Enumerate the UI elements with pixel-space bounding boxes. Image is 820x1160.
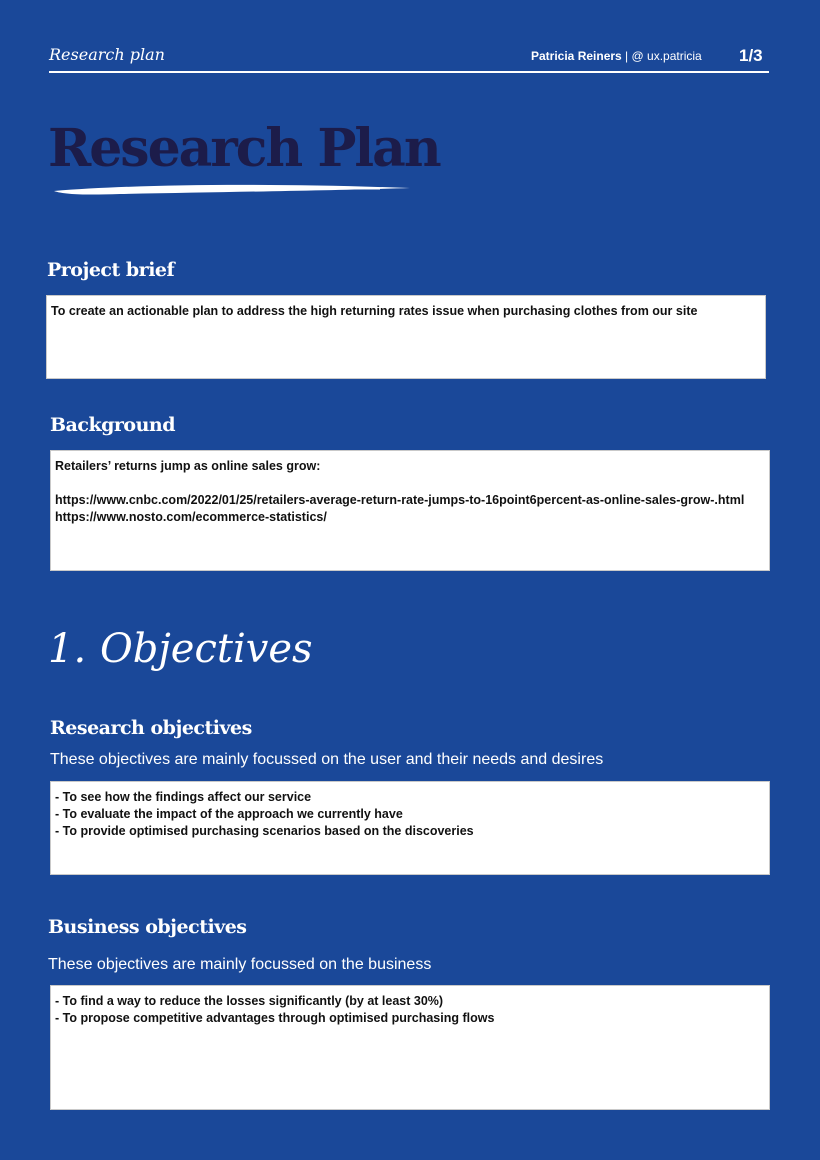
list-item: - To find a way to reduce the losses significantly (by at least 30%): [55, 994, 444, 1008]
project-brief-box: [46, 295, 766, 379]
background-box: [50, 450, 770, 571]
page-indicator: 1/3: [739, 46, 763, 65]
research-objectives-description: These objectives are mainly focussed on the user and their needs and desires: [50, 751, 604, 768]
background-heading: Background: [50, 414, 175, 436]
author-name: Patricia Reiners: [531, 49, 622, 63]
document-label: Research plan: [49, 45, 165, 64]
author-handle: @ ux.patricia: [631, 49, 702, 63]
business-objectives-description: These objectives are mainly focussed on the business: [48, 956, 432, 973]
page-title: Research Plan: [48, 118, 440, 179]
background-intro: Retailers’ returns jump as online sales grow:: [55, 459, 321, 473]
section-title: Objectives: [100, 626, 313, 672]
background-link[interactable]: https://www.cnbc.com/2022/01/25/retailers-average-return-rate-jumps-to-16point6percent-as-online-sales-grow-.html: [55, 493, 745, 507]
author-credit: [531, 49, 702, 63]
research-objectives-box: [50, 781, 770, 875]
list-item: - To evaluate the impact of the approach we currently have: [55, 807, 403, 821]
business-objectives-heading: Business objectives: [48, 916, 247, 938]
background-link[interactable]: https://www.nosto.com/ecommerce-statistics/: [55, 510, 327, 524]
list-item: - To propose competitive advantages through optimised purchasing flows: [55, 1011, 495, 1025]
brush-underline-icon: [50, 180, 414, 198]
business-objectives-box: [50, 985, 770, 1110]
project-brief-heading: Project brief: [47, 259, 175, 281]
research-objectives-heading: Research objectives: [50, 717, 252, 739]
project-brief-text: To create an actionable plan to address the high returning rates issue when purchasing clothes from our site: [51, 304, 698, 318]
section-number: 1.: [48, 626, 87, 672]
list-item: - To see how the findings affect our service: [55, 790, 312, 804]
spacer: [55, 475, 765, 492]
section-heading: [48, 626, 313, 672]
list-item: - To provide optimised purchasing scenarios based on the discoveries: [55, 824, 474, 838]
credit-separator: |: [621, 49, 632, 63]
header-divider: [49, 71, 769, 73]
